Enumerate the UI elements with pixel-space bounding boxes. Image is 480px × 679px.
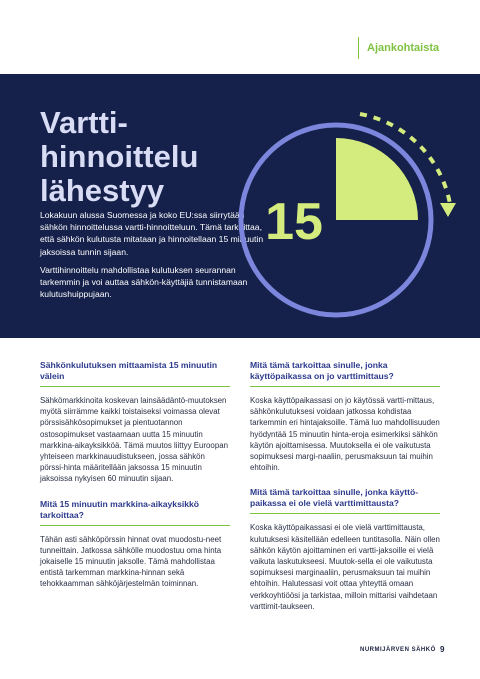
section-body: Tähän asti sähköpörssin hinnat ovat muodostu-neet tunneittain. Jatkossa sähkölle muodostuu oma hinta jokaiselle 15 minuutin jaksolle. Tämä mahdollistaa entistä tarkemman markkina-hinnan sekä tehokkaamman sähköjärjestelmän toiminnan. <box>40 534 222 589</box>
hero-title-line: lähestyy <box>40 173 165 208</box>
article-section <box>250 487 440 612</box>
quarter-fill <box>336 138 418 220</box>
section-body: Sähkömarkkinoita koskevan lainsäädäntö-muutoksen myötä siirrämme kaikki toistaiseksi voimassa olevat pörssisähkösopimukset ja pientuotannon ostosopimukset vastaamaan uutta 15 minuutin markkina-aikayksikköä. Tämä muutos liittyy Euroopan yhteiseen markkinauudistukseen, jossa sähkön pörssi-hinta määritellään jaksossa 15 minuutin jaksoissa nykyisen 60 minuutin sijaan. <box>40 396 228 484</box>
section-tag: Ajankohtaista <box>358 37 439 59</box>
section-body: Koska käyttöpaikassasi on jo käytössä vartti-mittaus, sähkönkulutuksesi voidaan jatkossa kohdistaa tarkemmin eri hintajaksoille. Tämä luo mahdollisuuden hyödyntää 15 minuutin hinta-eroja esimerkiksi sähkön käytön ajoittamisessa. Muutoksella ei ole vaikutusta sopimuksesi margi-naaliin, perusmaksuun tai muihin ehtoihin. <box>250 396 440 473</box>
section-heading: Mitä tämä tarkoittaa sinulle, jonka käyttöpaikassa on jo varttimittaus? <box>250 360 440 387</box>
page-number: 9 <box>440 645 445 654</box>
footer-brand: NURMIJÄRVEN SÄHKÖ <box>360 647 436 653</box>
article-section <box>40 499 230 590</box>
hero-title-line: Vartti- <box>40 105 128 140</box>
article-section <box>250 360 440 473</box>
right-column <box>250 360 440 626</box>
hero-lead-paragraph: Varttihinnoittelu mahdollistaa kulutuksen seurannan tarkemmin ja voi auttaa sähkön-käyttäjiä tunnistamaan kulutushuippujaan. <box>40 264 248 300</box>
section-heading: Mitä tämä tarkoittaa sinulle, jonka käyttö-paikassa ei ole vielä varttimittausta? <box>250 487 440 514</box>
article-section <box>40 360 230 485</box>
hero-title-line: hinnoittelu <box>40 139 199 174</box>
section-heading: Mitä 15 minuutin markkina-aikayksikkö tarkoittaa? <box>40 499 230 526</box>
left-column <box>40 360 230 604</box>
hero-banner <box>0 74 480 338</box>
section-heading: Sähkönkulutuksen mittaamista 15 minuutin välein <box>40 360 230 387</box>
hero-lead-paragraph: Lokakuun alussa Suomessa ja koko EU:ssa siirrytään sähkön hinnoittelussa vartti-hinnoitteluun. Tämä tarkoittaa, että sähkön kulutusta mitataan ja hinnoitellaan 15 minuutin jaksoissa tunnin sijaan. <box>40 210 264 257</box>
clock-number: 15 <box>265 193 323 251</box>
arrow-head-icon <box>440 203 456 217</box>
section-body: Koska käyttöpaikassasi ei ole vielä varttimittausta, kulutuksesi käsitellään edelleen tuntitasolla. Näin ollen sähkön käytön ajoittaminen eri vartti-jaksoille ei vielä vaikuta laskutukseesi. Muutok-sella ei ole vaikutusta sopimuksesi marginaaliin, perusmaksuun tai muihin ehtoihin. Halutessasi voit ottaa yhteyttä omaan verkkoyhtiöösi ja tarkistaa, milloin mittarisi vaihdetaan varttimit-taukseen. <box>250 523 440 611</box>
hero-title <box>40 106 240 208</box>
quarter-hour-clock-icon <box>232 96 472 326</box>
